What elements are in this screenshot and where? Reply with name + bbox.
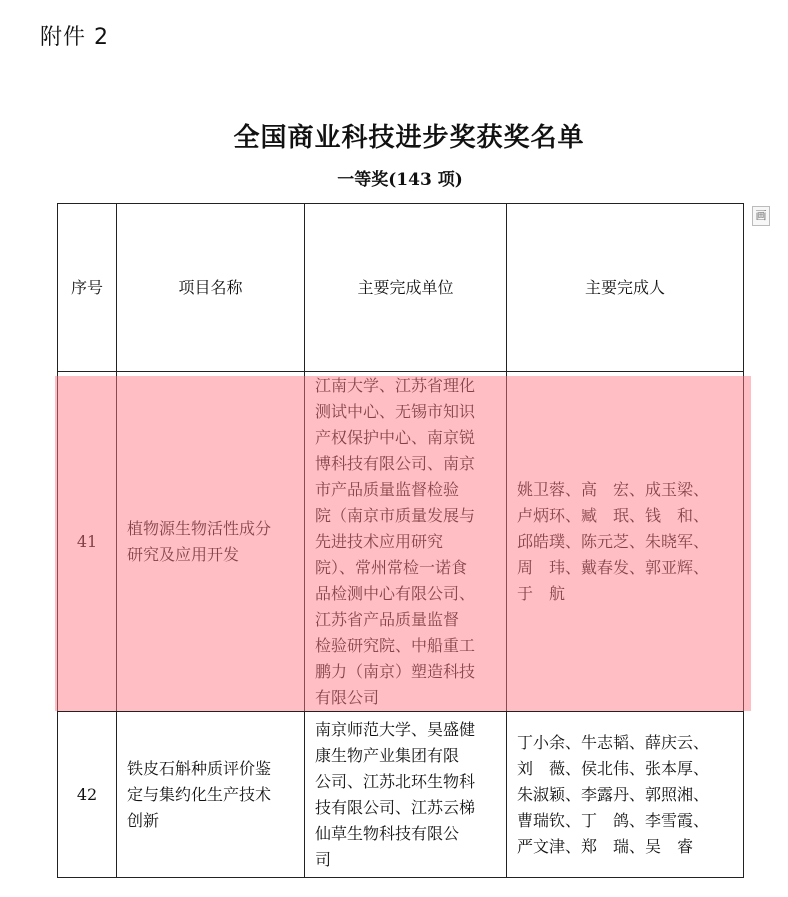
row-main-persons <box>507 372 744 712</box>
main-units-text: 南京师范大学、昊盛健 康生物产业集团有限 公司、江苏北环生物科 技有限公司、江苏云梯 仙草生物科技有限公 司 <box>315 719 476 869</box>
table-row[interactable] <box>58 372 744 712</box>
header-main-persons: 主要完成人 <box>507 204 744 372</box>
annotation-icon[interactable]: 画 <box>752 206 770 226</box>
main-persons-text: 姚卫蓉、高 宏、成玉梁、 卢炳环、臧 珉、钱 和、 邱皓璞、陈元芝、朱晓军、 周 玮、戴春发、郭亚辉、 于 航 <box>517 479 710 603</box>
row-main-persons <box>507 712 744 878</box>
main-units-text: 江南大学、江苏省理化 测试中心、无锡市知识 产权保护中心、南京锐 博科技有限公司、南京 市产品质量监督检验 院（南京市质量发展与 先进技术应用研究 院）、常州常检一诺食 品检测中心有限公司、 江苏省产品质量监督 检验研究院、中船重工 鹏力（南京）塑造科技 有限公司 <box>315 375 476 707</box>
project-name-text: 铁皮石斛种质评价鉴 定与集约化生产技术 创新 <box>127 758 272 830</box>
project-name-text: 植物源生物活性成分 研究及应用开发 <box>127 518 272 564</box>
award-table <box>57 203 744 878</box>
row-seq: 41 <box>58 372 117 712</box>
main-persons-text: 丁小余、牛志韬、薛庆云、 刘 薇、侯北伟、张本厚、 朱淑颖、李露丹、郭照湘、 曹瑞钦、丁 鸽、李雪霞、 严文津、郑 瑞、吴 睿 <box>517 732 710 856</box>
table-header-row <box>58 204 744 372</box>
row-seq: 42 <box>58 712 117 878</box>
row-main-units <box>305 372 507 712</box>
header-project-name: 项目名称 <box>117 204 305 372</box>
header-seq: 序号 <box>58 204 117 372</box>
row-project-name <box>117 372 305 712</box>
row-main-units <box>305 712 507 878</box>
table-row[interactable] <box>58 712 744 878</box>
award-level-subtitle: 一等奖(143 项) <box>337 170 463 190</box>
page-title: 全国商业科技进步奖获奖名单 <box>233 123 585 153</box>
header-main-units: 主要完成单位 <box>305 204 507 372</box>
attachment-label: 附件 2 <box>40 25 109 50</box>
row-project-name <box>117 712 305 878</box>
